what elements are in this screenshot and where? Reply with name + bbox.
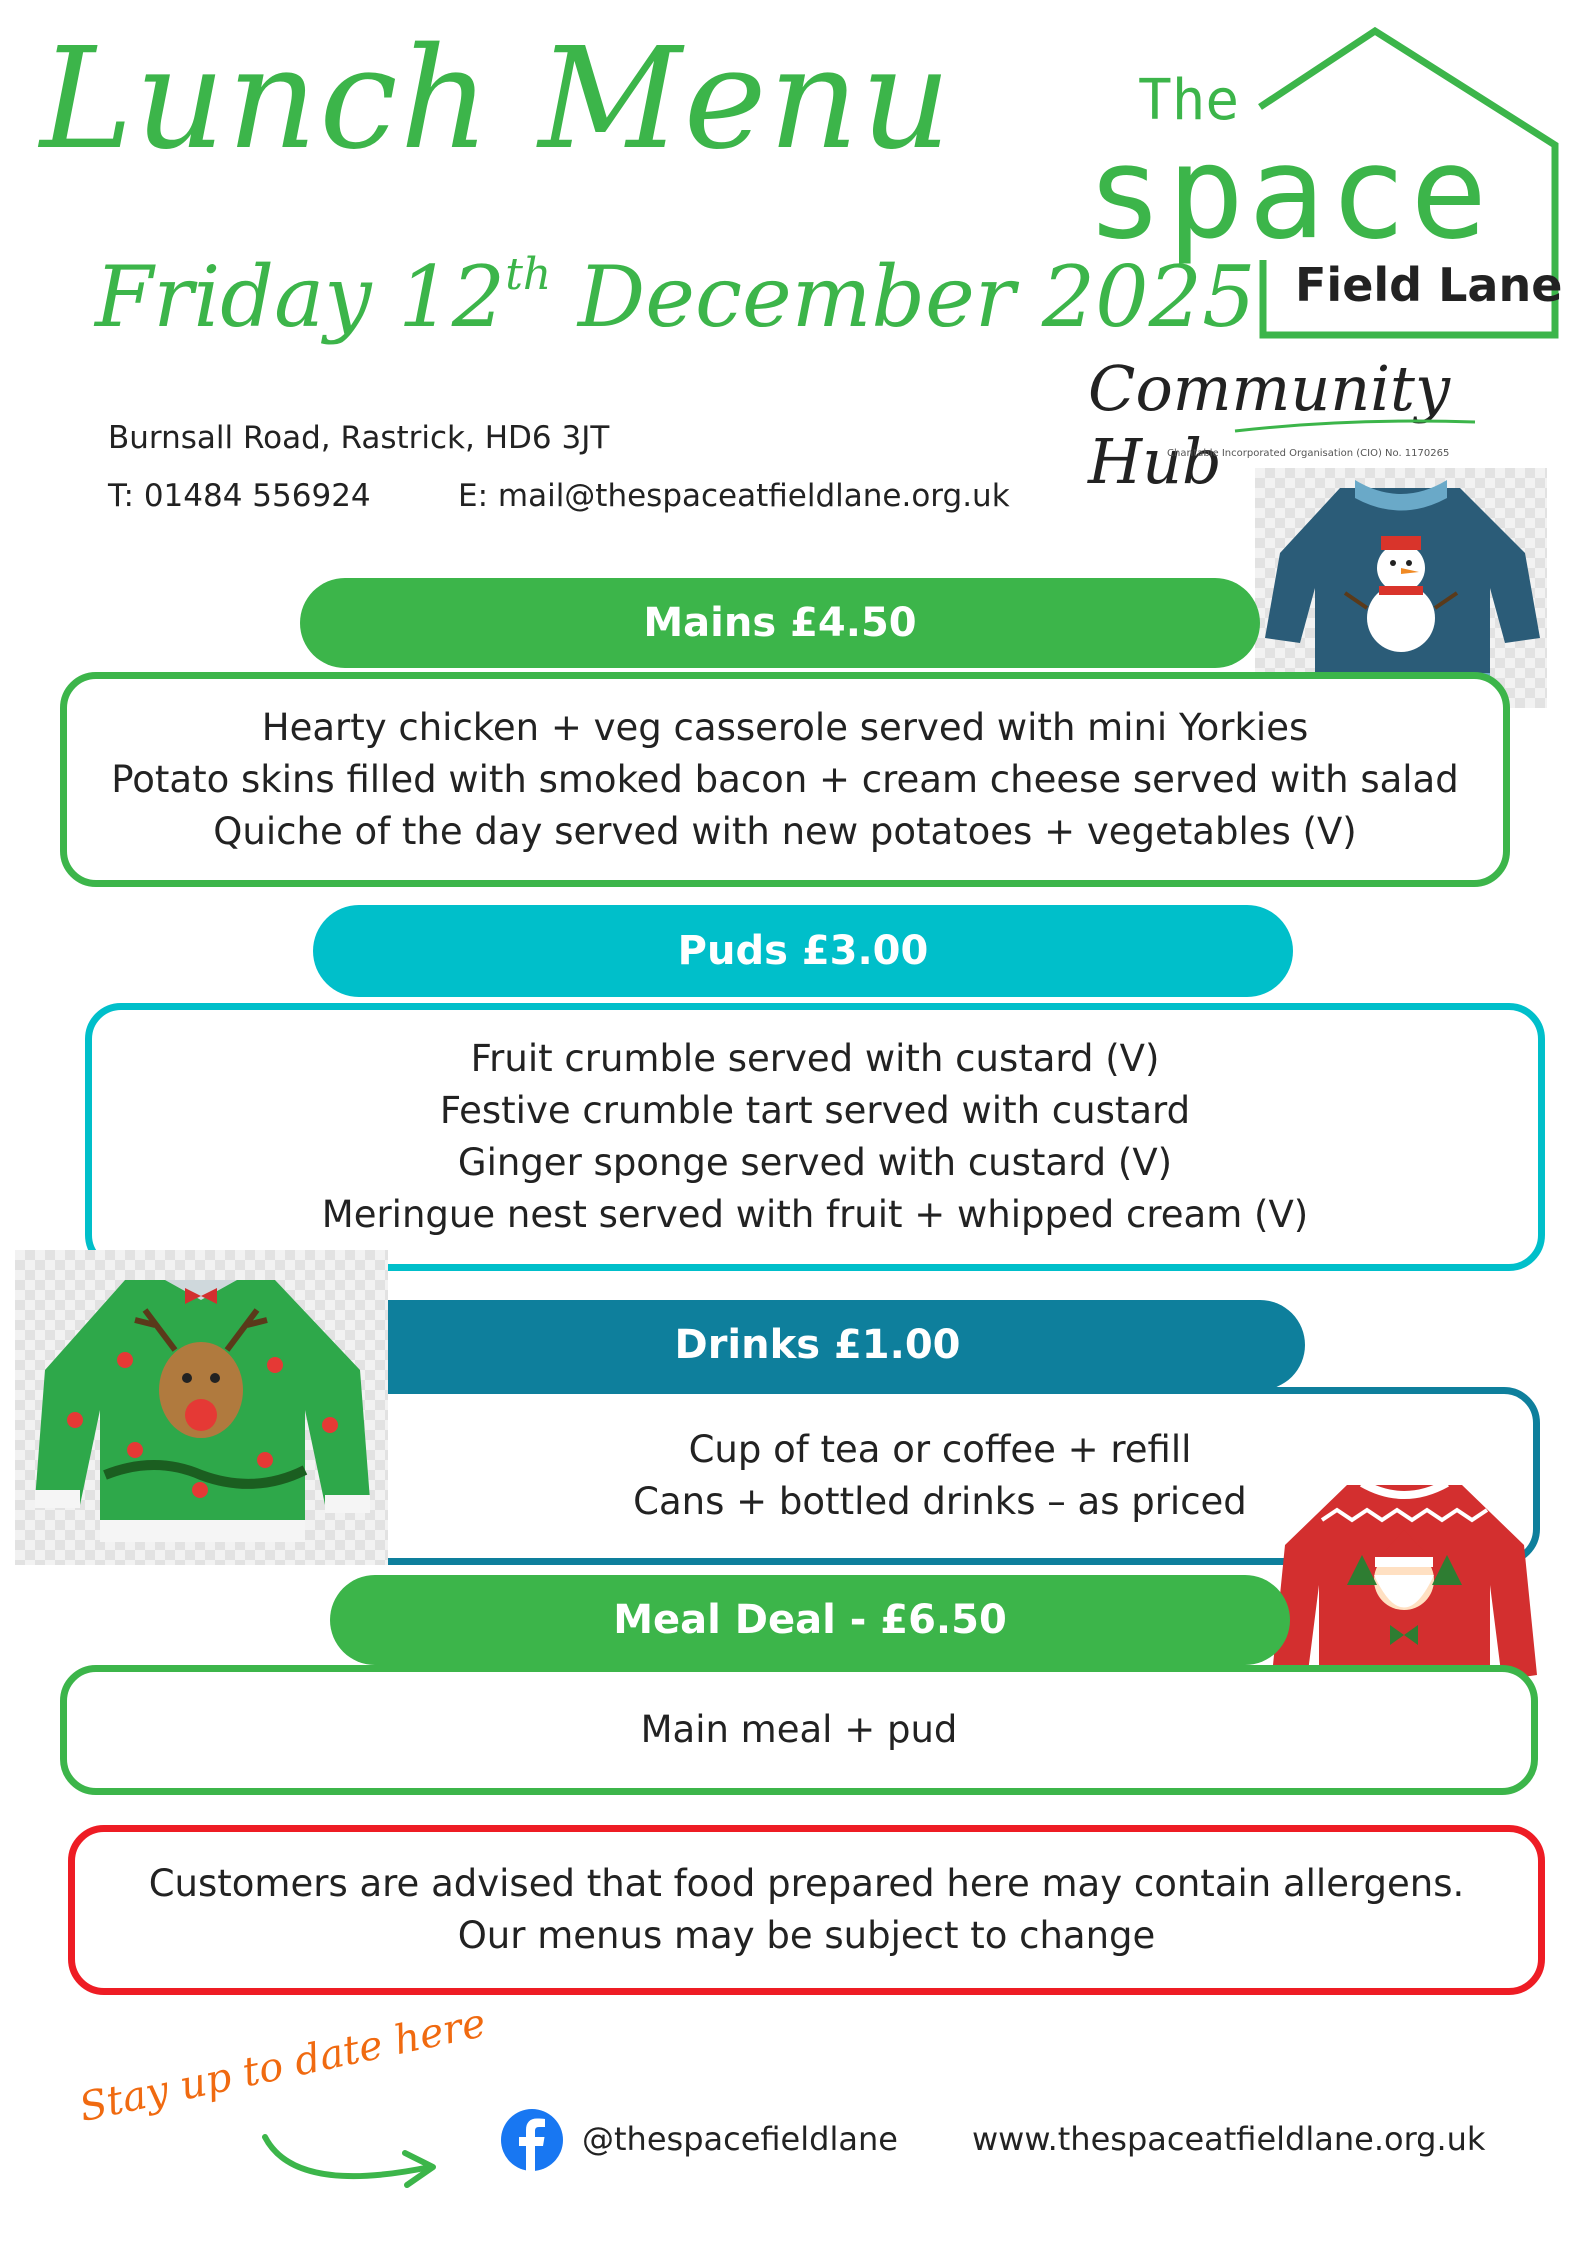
logo-community-hub: Community Hub: [1088, 352, 1450, 498]
email: E: mail@thespaceatfieldlane.org.uk: [458, 478, 1010, 514]
drinks-heading: Drinks £1.00: [330, 1300, 1305, 1390]
menu-item: Meringue nest served with fruit + whipped cream (V): [321, 1193, 1309, 1236]
reindeer-sweater-icon: [15, 1250, 388, 1565]
menu-item: Main meal + pud: [640, 1708, 958, 1751]
notice-line: Customers are advised that food prepared here may contain allergens.: [148, 1862, 1465, 1905]
menu-item: Fruit crumble served with custard (V): [470, 1037, 1160, 1080]
puds-heading: Puds £3.00: [313, 905, 1293, 997]
menu-item: Potato skins filled with smoked bacon + cream cheese served with salad: [111, 757, 1459, 801]
address: Burnsall Road, Rastrick, HD6 3JT: [108, 420, 610, 456]
puds-box: [85, 1003, 1545, 1271]
mains-heading: Mains £4.50: [300, 578, 1260, 668]
menu-item: Cup of tea or coffee + refill: [688, 1428, 1192, 1471]
allergen-notice: [68, 1825, 1545, 1995]
stay-up-to-date-text: Stay up to date here: [75, 1999, 490, 2131]
logo-underline: [1230, 416, 1480, 436]
notice-line: Our menus may be subject to change: [457, 1914, 1156, 1957]
logo-the: The: [1138, 68, 1240, 133]
menu-date: Friday 12th December 2025: [95, 248, 1256, 346]
facebook-handle[interactable]: @thespacefieldlane: [582, 2120, 898, 2158]
menu-item: Hearty chicken + veg casserole served with mini Yorkies: [261, 705, 1309, 749]
meal-deal-box: [60, 1665, 1538, 1795]
mains-box: [60, 672, 1510, 887]
menu-item: Festive crumble tart served with custard: [439, 1089, 1191, 1132]
logo-space: space: [1086, 119, 1492, 268]
menu-item: Cans + bottled drinks – as priced: [633, 1480, 1247, 1523]
menu-item: Quiche of the day served with new potatoes + vegetables (V): [213, 809, 1357, 853]
facebook-icon[interactable]: [500, 2108, 564, 2172]
logo-field-lane: Field Lane: [1295, 258, 1563, 312]
logo-registration: Charitable Incorporated Organisation (CIO) No. 1170265: [1167, 448, 1450, 459]
phone: T: 01484 556924: [108, 478, 371, 514]
website-link[interactable]: www.thespaceatfieldlane.org.uk: [972, 2120, 1486, 2158]
curved-arrow-icon: [255, 2125, 445, 2205]
page-title: Lunch Menu: [40, 18, 953, 181]
menu-item: Ginger sponge served with custard (V): [457, 1141, 1173, 1184]
meal-deal-heading: Meal Deal - £6.50: [330, 1575, 1290, 1665]
